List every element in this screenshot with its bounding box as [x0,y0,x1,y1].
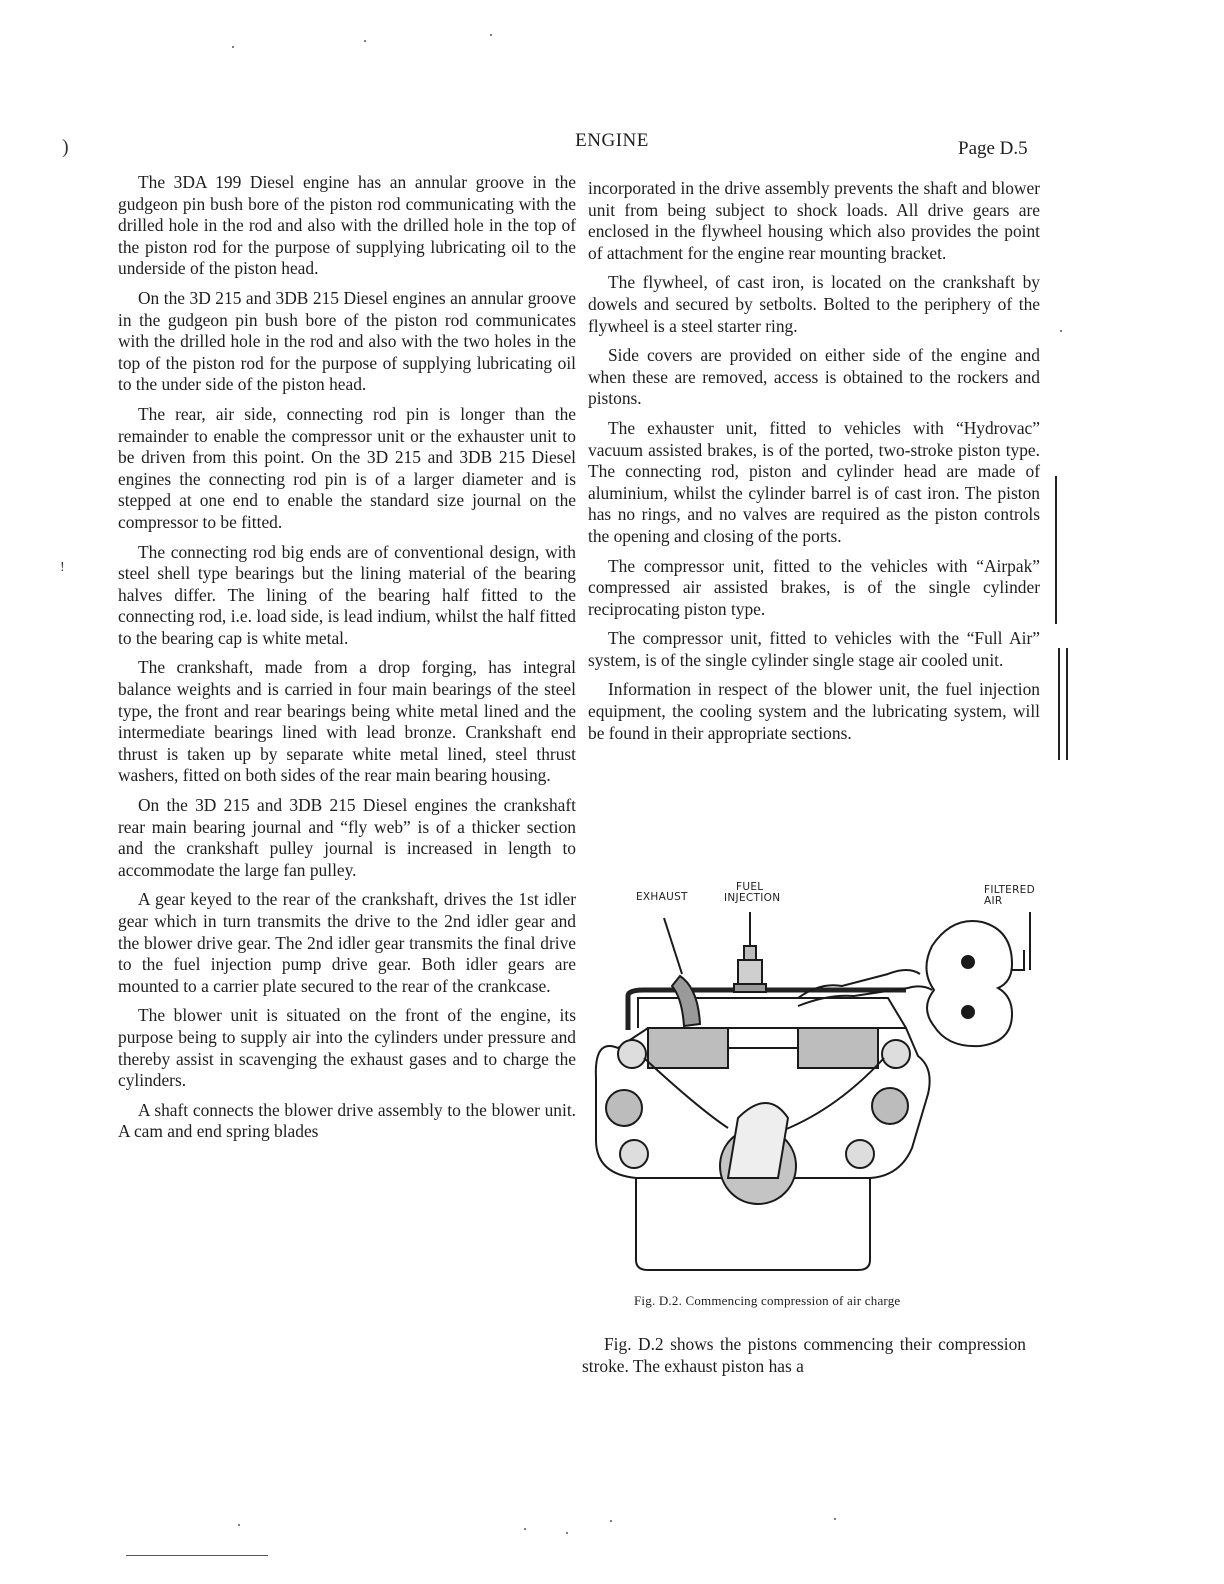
label-injection: INJECTION [724,892,781,904]
crank-counterweight [728,1103,788,1178]
margin-bracket-mark: ) [62,136,69,158]
injector-body [738,960,762,984]
wrist-pin-left [618,1040,646,1068]
label-exhaust: EXHAUST [636,891,688,903]
scan-speck [490,34,492,36]
footer-line [126,1555,268,1556]
exhaust-leader-line [664,918,682,974]
blower-inlet [1012,950,1024,970]
scan-speck [1060,330,1062,332]
paragraph-information: Information in respect of the blower unit, the fuel injection equipment, the cooling system and the lubricating system, will be found in their appropriate sections. [588,679,1040,743]
label-filtered: FILTERED [984,884,1036,896]
paragraph-compressor-full-air: The compressor unit, fitted to vehicles with the “Full Air” system, is of the single cylinder single stage air cooled unit. [588,628,1040,670]
scan-speck [610,1520,612,1522]
paragraph-drive-assembly: incorporated in the drive assembly prevents the shaft and blower unit from being subject to shock loads. All drive gears are enclosed in the flywheel housing which also provides the point of attachment for the engine rear mounting bracket. [588,178,1040,263]
blower-rotor-lower [962,1006,974,1018]
paragraph-exhauster: The exhauster unit, fitted to vehicles with “Hydrovac” vacuum assisted brakes, is of the ported, two-stroke piston type. The connecting rod, piston and cylinder head are made of aluminium, whilst the cylinder barrel is of cast iron. The piston has no rings, and no valves are required as the piston controls the opening and closing of the ports. [588,417,1040,546]
margin-tick-mark: ! [60,560,65,575]
engine-diagram [588,878,1038,1288]
scan-speck [364,40,366,42]
paragraph-blower-unit: The blower unit is situated on the front of the engine, its purpose being to supply air into the cylinders under pressure and thereby assist in scavenging the exhaust gases and to charge the cylinders. [118,1005,576,1091]
label-fuel: FUEL [736,881,764,893]
idler-left [620,1140,648,1168]
page-header-title: ENGINE [575,130,649,151]
paragraph-fig-d2: Fig. D.2 shows the pistons commencing their compression stroke. The exhaust piston has a [582,1334,1026,1376]
wrist-pin-right [882,1040,910,1068]
injector-nozzle [734,984,766,992]
change-bar-compressor-2 [1066,648,1068,760]
exhaust-port [672,976,700,1026]
blower-housing [926,921,1012,1046]
paragraph-connecting-rod-pin: The rear, air side, connecting rod pin is longer than the remainder to enable the compressor unit or the exhauster unit to be driven from this point. On the 3D 215 and 3DB 215 Diesel engines the connecting rod pin is of a larger diameter and is stepped at one end to enable the standard size journal on the compressor to be fitted. [118,403,576,532]
change-bar-exhauster [1055,476,1057,624]
paragraph-crankshaft: The crankshaft, made from a drop forging, has integral balance weights and is carried in four main bearings of the steel type, the front and rear bearings being white metal lined and the intermediate bearings lined with lead bronze. Crankshaft end thrust is taken up by separate white metal lined, steel thrust washers, fitted on both sides of the rear main bearing housing. [118,657,576,786]
paragraph-side-covers: Side covers are provided on either side of the engine and when these are removed, access is obtained to the rockers and pistons. [588,345,1040,409]
page-number: Page D.5 [958,138,1028,159]
change-bar-compressor-1 [1058,648,1060,760]
scan-speck [524,1528,526,1530]
scan-speck [834,1518,836,1520]
paragraph-compressor-airpak: The compressor unit, fitted to the vehicles with “Airpak” compressed air assisted brakes, is of the single cylinder reciprocating piston type. [588,555,1040,619]
air-passage-upper [798,970,920,998]
cylinder-head-thick [628,990,906,1030]
engine-cross-section-figure [588,878,1038,1288]
cylinder-head-outline [638,998,906,1028]
paragraph-big-ends: The connecting rod big ends are of conventional design, with steel shell type bearings but the lining material of the bearing halves differ. The lining of the bearing half fitted to the connecting rod, i.e. load side, is lead indium, whilst the half fitted to the bearing cap is white metal. [118,541,576,648]
scan-speck [238,1524,240,1526]
piston-left [648,1028,728,1068]
right-bottom-text [582,1334,1026,1377]
crank-left [606,1090,642,1126]
blower-rotor-upper [962,956,974,968]
paragraph-3d215-groove: On the 3D 215 and 3DB 215 Diesel engines an annular groove in the gudgeon pin bush bore of the piston rod communicates with the drilled hole in the rod and also with the two holes in the top of the piston rod for the purpose of supplying lubricating oil to the under side of the piston head. [118,287,576,395]
idler-right [846,1140,874,1168]
injector-top [744,946,756,960]
left-text-column [118,172,576,1151]
label-air: AIR [984,895,1003,907]
piston-right [798,1028,878,1068]
paragraph-3da199-groove: The 3DA 199 Diesel engine has an annular groove in the gudgeon pin bush bore of the piston rod communicating with the drilled hole in the rod and also with the drilled hole in the top of the piston rod for the purpose of supplying lubricating oil to the underside of the piston head. [118,172,576,279]
figure-caption: Fig. D.2. Commencing compression of air charge [634,1293,901,1308]
paragraph-rear-main-bearing: On the 3D 215 and 3DB 215 Diesel engines the crankshaft rear main bearing journal and “fly web” is of a thicker section and the crankshaft pulley journal is increased in length to accommodate the large fan pulley. [118,795,576,880]
right-text-column [588,178,1040,752]
paragraph-blower-shaft: A shaft connects the blower drive assembly to the blower unit. A cam and end spring blades [118,1099,576,1142]
crank-right [872,1088,908,1124]
paragraph-flywheel: The flywheel, of cast iron, is located on the crankshaft by dowels and secured by setbolts. Bolted to the periphery of the flywheel is a steel starter ring. [588,272,1040,336]
scan-speck [566,1532,568,1534]
paragraph-gear-train: A gear keyed to the rear of the crankshaft, drives the 1st idler gear which in turn transmits the drive to the 2nd idler gear and the blower drive gear. The 2nd idler gear transmits the final drive to the fuel injection pump drive gear. Both idler gears are mounted to a carrier plate secured to the rear of the crankcase. [118,889,576,996]
scan-speck [232,46,234,48]
